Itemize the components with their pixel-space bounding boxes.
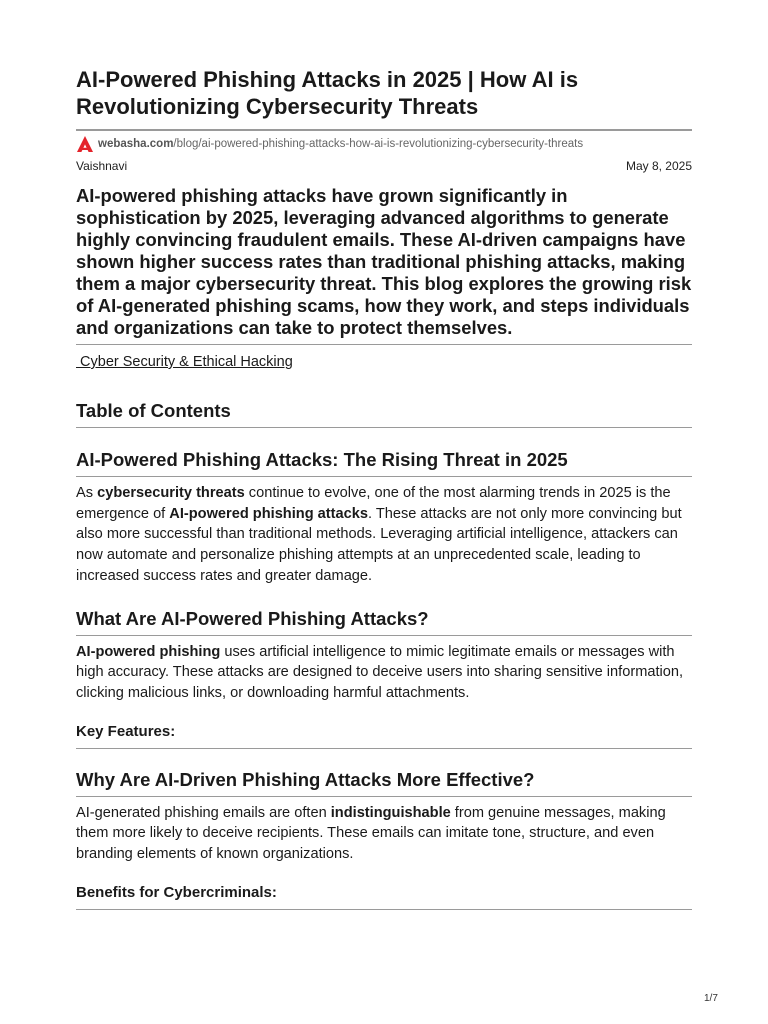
text: . These attacks are not only more convincing but also more successful than traditional methods. Leveraging artificial intelligence, attackers can now automate and personalize phishing attempts at an unprecedented scale, leading to increased success rates and greater damage. bbox=[76, 505, 682, 584]
subheading: Benefits for Cybercriminals: bbox=[76, 883, 277, 901]
section-heading: Why Are AI-Driven Phishing Attacks More Effective? bbox=[76, 768, 535, 790]
divider bbox=[76, 476, 692, 477]
section-paragraph bbox=[76, 483, 692, 587]
article bbox=[76, 66, 692, 910]
divider bbox=[76, 909, 692, 910]
divider bbox=[76, 796, 692, 797]
source-host: webasha.com bbox=[98, 138, 174, 150]
source-path: /blog/ai-powered-phishing-attacks-how-ai-is-revolutionizing-cybersecurity-threats bbox=[173, 138, 584, 150]
divider bbox=[76, 344, 692, 345]
divider bbox=[76, 427, 692, 428]
section-paragraph bbox=[76, 803, 692, 865]
publish-date: May 8, 2025 bbox=[625, 159, 692, 173]
toc-heading: Table of Contents bbox=[76, 400, 231, 421]
text: from genuine messages, making them more likely to deceive recipients. These emails can imitate tone, structure, and even branding elements of known organizations. bbox=[76, 804, 666, 863]
section-heading: AI-Powered Phishing Attacks: The Rising Threat in 2025 bbox=[76, 449, 568, 470]
page-number: 1/7 bbox=[704, 993, 718, 1004]
text: uses artificial intelligence to mimic legitimate emails or messages with high accuracy. These attacks are designed to deceive users into sharing sensitive information, clicking malicious links, or downloading harmful attachments. bbox=[76, 643, 684, 701]
article-lede: AI-powered phishing attacks have grown significantly in sophistication by 2025, leveraging advanced algorithms to generate highly convincing fraudulent emails. These AI-driven campaigns have shown higher success rates than traditional phishing attacks, making them a major cybersecurity threat. This blog explores the growing risk of AI-generated phishing scams, how they work, and steps individuals and organizations can take to protect themselves. bbox=[76, 185, 692, 338]
bold-text: AI-powered phishing attacks bbox=[169, 505, 368, 522]
divider bbox=[76, 635, 692, 636]
source-url[interactable] bbox=[98, 138, 583, 150]
byline bbox=[76, 158, 692, 174]
bold-text: cybersecurity threats bbox=[97, 485, 245, 501]
text: continue to evolve, one of the most alarming trends in 2025 is the emergence of bbox=[76, 485, 671, 522]
article-title: AI-Powered Phishing Attacks in 2025 | How AI is Revolutionizing Cybersecurity Threats bbox=[76, 66, 692, 131]
author: Vaishnavi bbox=[76, 159, 128, 173]
bold-text: AI-powered phishing bbox=[76, 643, 221, 660]
section-heading: What Are AI-Powered Phishing Attacks? bbox=[76, 607, 429, 629]
bold-text: indistinguishable bbox=[330, 804, 451, 821]
text: As bbox=[76, 485, 98, 501]
category-link[interactable]: Cyber Security & Ethical Hacking bbox=[76, 354, 293, 370]
source-line bbox=[76, 135, 692, 153]
section-paragraph bbox=[76, 642, 692, 704]
text: AI-generated phishing emails are often bbox=[76, 804, 331, 821]
subheading: Key Features: bbox=[76, 722, 176, 740]
divider bbox=[76, 748, 692, 749]
webasha-logo-icon bbox=[76, 135, 94, 153]
